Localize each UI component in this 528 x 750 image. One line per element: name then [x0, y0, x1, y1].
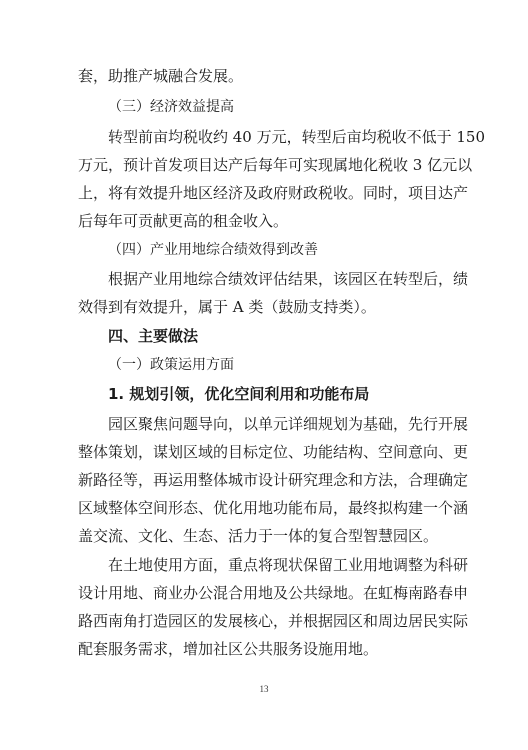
section-heading-main-practices: 四、主要做法 — [108, 327, 199, 345]
page-number: 13 — [259, 684, 269, 694]
subheading-policy: （一）政策运用方面 — [108, 357, 234, 373]
paragraph-line: 后每年可贡献更高的租金收入。 — [78, 212, 289, 230]
paragraph-line: 万元，预计首发项目达产后每年可实现属地化税收 3 亿元以 — [78, 156, 473, 174]
paragraph-line: 路西南角打造园区的发展核心，并根据园区和周边居民实际 — [78, 612, 469, 630]
paragraph-line: 新路径等，再运用整体城市设计研究理念和方法，合理确定 — [78, 471, 469, 489]
subheading-land-performance: （四）产业用地综合绩效得到改善 — [108, 242, 318, 258]
subheading-economic-benefit: （三）经济效益提高 — [108, 99, 234, 115]
paragraph-line: 盖交流、文化、生态、活力于一体的复合型智慧园区。 — [78, 527, 439, 545]
paragraph-line: 效得到有效提升，属于 A 类（鼓励支持类）。 — [78, 298, 376, 316]
paragraph-line: 转型前亩均税收约 40 万元，转型后亩均税收不低于 150 — [108, 128, 486, 146]
text-line-continuation: 套，助推产城融合发展。 — [78, 67, 244, 85]
paragraph-line: 区域整体空间形态、优化用地功能布局，最终拟构建一个涵 — [78, 499, 469, 517]
paragraph-line: 设计用地、商业办公混合用地及公共绿地。在虹梅南路春申 — [78, 584, 469, 602]
paragraph-line: 整体策划，谋划区域的目标定位、功能结构、空间意向、更 — [78, 443, 469, 461]
paragraph-line: 根据产业用地综合绩效评估结果，该园区在转型后，绩 — [108, 270, 469, 288]
paragraph-line: 园区聚焦问题导向，以单元详细规划为基础，先行开展 — [108, 415, 469, 433]
paragraph-line: 上，将有效提升地区经济及政府财政税收。同时，项目达产 — [78, 184, 469, 202]
paragraph-line: 在土地使用方面，重点将现状保留工业用地调整为科研 — [108, 556, 469, 574]
paragraph-line: 配套服务需求，增加社区公共服务设施用地。 — [78, 640, 379, 658]
numbered-heading-planning: 1. 规划引领，优化空间利用和功能布局 — [108, 385, 370, 403]
